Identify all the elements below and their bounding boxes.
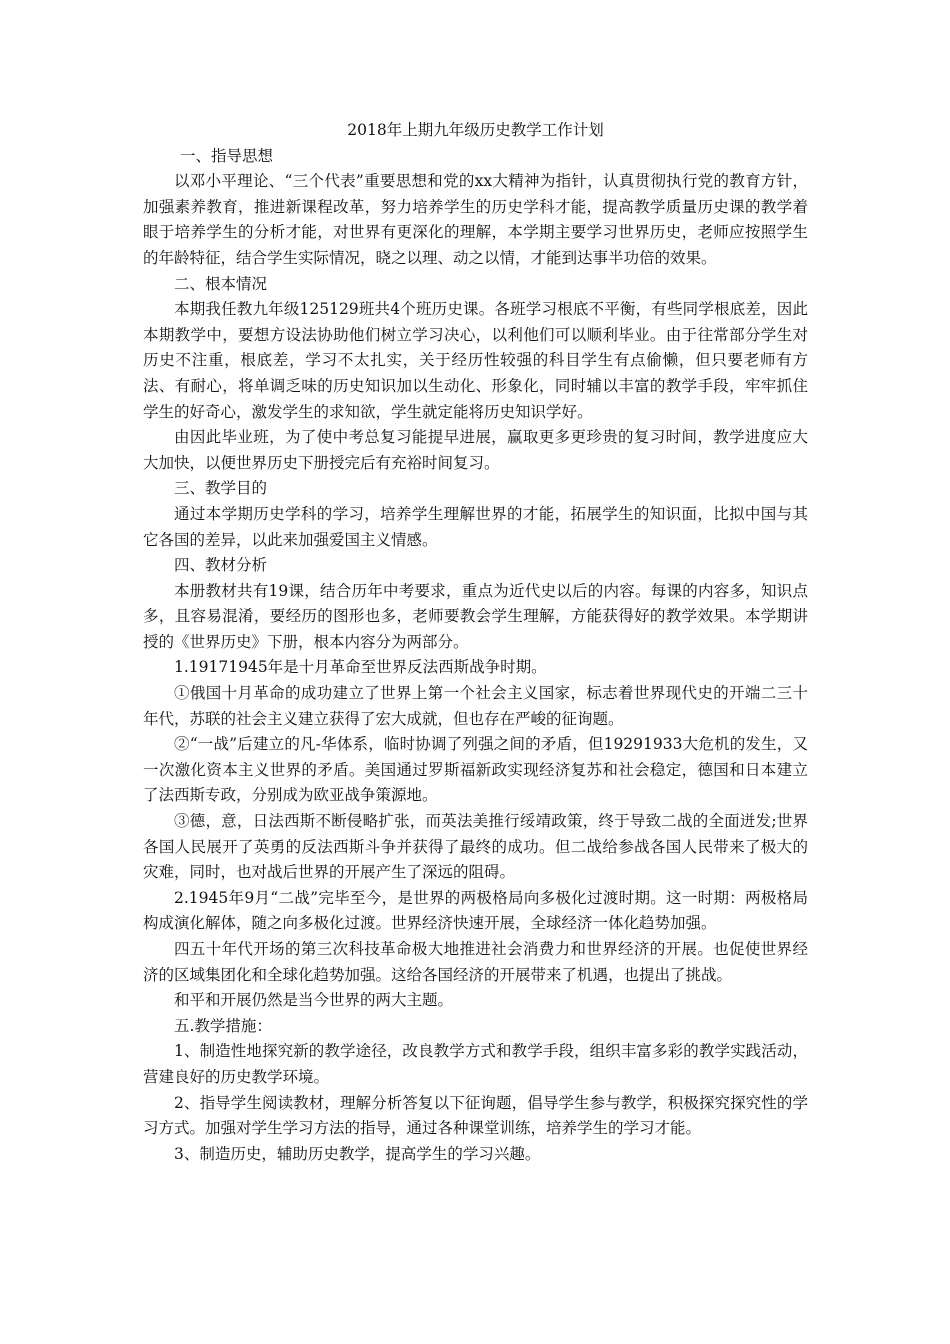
section-heading-teaching-goals: 三、教学目的: [174, 479, 268, 498]
paragraph: 2、指导学生阅读教材，理解分析答复以下征询题，倡导学生参与教学，积极探究探究性的学习方式。加强对学生学习方法的指导，通过各种课堂训练，培养学生的学习才能。: [143, 1093, 808, 1138]
paragraph: 以邓小平理论、“三个代表”重要思想和党的xx大精神为指针，认真贯彻执行党的教育方针，加强素养教育，推进新课程改革，努力培养学生的历史学科才能，提高教学质量历史课的教学着眼于培养学生的分析才能，对世界有更深化的理解，本学期主要学习世界历史，老师应按照学生的年龄特征，结合学生实际情况，晓之以理、动之以情，才能到达事半功倍的效果。: [143, 172, 808, 267]
paragraph: ③德，意，日法西斯不断侵略扩张，而英法美推行绥靖政策，终于导致二战的全面迸发;世界各国人民展开了英勇的反法西斯斗争并获得了最终的成功。但二战给参战各国人民带来了极大的灾难，同时，也对战后世界的开展产生了深远的阻碍。: [143, 812, 808, 882]
paragraph: 通过本学期历史学科的学习，培养学生理解世界的才能，拓展学生的知识面，比拟中国与其它各国的差异，以此来加强爱国主义情感。: [143, 504, 808, 549]
section-heading-guiding-ideology: 一、指导思想: [180, 146, 274, 165]
paragraph: 本期我任教九年级125129班共4个班历史课。各班学习根底不平衡，有些同学根底差，因此本期教学中，要想方设法协助他们树立学习决心，以利他们可以顺利毕业。由于往常部分学生对历史不注重，根底差，学习不太扎实，关于经历性较强的科目学生有点偷懒，但只要老师有方法、有耐心，将单调乏味的历史知识加以生动化、形象化，同时辅以丰富的教学手段，牢牢抓住学生的好奇心，激发学生的求知欲，学生就定能将历史知识学好。: [143, 300, 808, 421]
page-title: 2018年上期九年级历史教学工作计划: [347, 121, 604, 139]
paragraph: 和平和开展仍然是当今世界的两大主题。: [174, 991, 454, 1010]
paragraph: 四五十年代开场的第三次科技革命极大地推进社会消费力和世界经济的开展。也促使世界经济的区域集团化和全球化趋势加强。这给各国经济的开展带来了机遇，也提出了挑战。: [143, 940, 808, 984]
paragraph: 本册教材共有19课，结合历年中考要求，重点为近代史以后的内容。每课的内容多，知识点多，且容易混淆，要经历的图形也多，老师要教会学生理解，方能获得好的教学效果。本学期讲授的《世界历史》下册，根本内容分为两部分。: [143, 581, 808, 651]
section-heading-textbook-analysis: 四、教材分析: [174, 556, 268, 575]
paragraph: ①俄国十月革命的成功建立了世界上第一个社会主义国家，标志着世界现代史的开端二三十年代，苏联的社会主义建立获得了宏大成就，但也存在严峻的征询题。: [143, 684, 808, 728]
paragraph: 由因此毕业班，为了使中考总复习能提早进展，赢取更多更珍贵的复习时间，教学进度应大大加快，以便世界历史下册授完后有充裕时间复习。: [143, 428, 808, 472]
paragraph: 1.19171945年是十月革命至世界反法西斯战争时期。: [174, 658, 547, 677]
section-heading-basic-situation: 二、根本情况: [174, 274, 268, 293]
paragraph: 1、制造性地探究新的教学途径，改良教学方式和教学手段，组织丰富多彩的教学实践活动，营建良好的历史教学环境。: [143, 1042, 808, 1086]
paragraph: 2.1945年9月“二战”完毕至今，是世界的两极格局向多极化过渡时期。这一时期：两极格局构成演化解体，随之向多极化过渡。世界经济快速开展，全球经济一体化趋势加强。: [143, 888, 808, 933]
document-body: [143, 118, 808, 1167]
paragraph: ②“一战”后建立的凡-华体系，临时协调了列强之间的矛盾，但19291933大危机的发生，又一次激化资本主义世界的矛盾。美国通过罗斯福新政实现经济复苏和社会稳定，德国和日本建立了法西斯专政，分别成为欧亚战争策源地。: [143, 735, 808, 805]
paragraph: 3、制造历史，辅助历史教学，提高学生的学习兴趣。: [174, 1144, 541, 1163]
section-heading-teaching-measures: 五.教学措施：: [174, 1016, 272, 1035]
